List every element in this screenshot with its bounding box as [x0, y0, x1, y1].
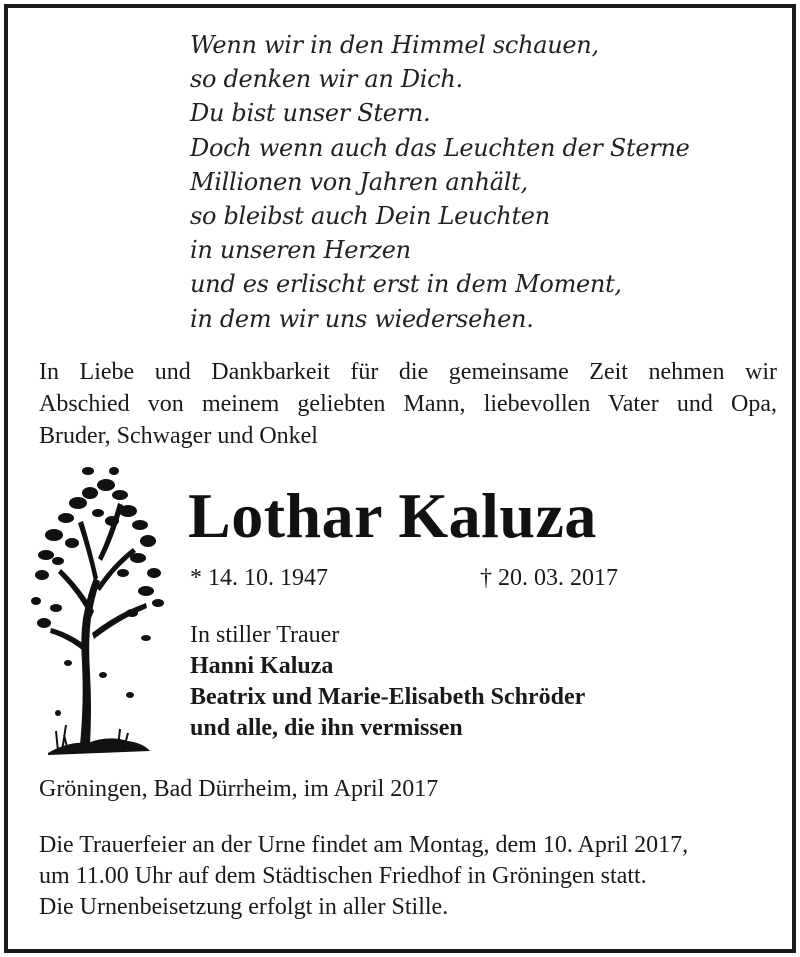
intro-line: Bruder, Schwager und Onkel	[39, 423, 318, 449]
funeral-info	[39, 830, 688, 923]
intro-line: Abschied von meinem geliebten Mann, liebevollen Vater und Opa,	[39, 391, 777, 417]
memorial-poem	[190, 28, 690, 336]
poem-line: und es erlischt erst in dem Moment,	[190, 270, 622, 299]
poem-line: Du bist unser Stern.	[190, 99, 431, 128]
birth-date: * 14. 10. 1947	[190, 565, 328, 591]
intro-line: In Liebe und Dankbarkeit für die gemeinsame Zeit nehmen wir	[39, 359, 777, 385]
poem-line: Wenn wir in den Himmel schauen,	[190, 31, 599, 59]
mourners-block	[190, 620, 585, 744]
poem-line: in unseren Herzen	[190, 236, 411, 265]
poem-line: Doch wenn auch das Leuchten der Sterne	[190, 133, 690, 162]
funeral-line: Die Urnenbeisetzung erfolgt in aller Stille.	[39, 894, 449, 920]
mourner-name: und alle, die ihn vermissen	[190, 715, 463, 741]
death-date: † 20. 03. 2017	[480, 565, 618, 591]
poem-line: in dem wir uns wiedersehen.	[190, 304, 534, 333]
mourner-name: Hanni Kaluza	[190, 653, 334, 679]
funeral-line: Die Trauerfeier an der Urne findet am Montag, dem 10. April 2017,	[39, 832, 689, 858]
funeral-line: um 11.00 Uhr auf dem Städtischen Friedhof in Gröningen statt.	[39, 863, 647, 889]
poem-line: so denken wir an Dich.	[190, 65, 463, 94]
mourning-heading: In stiller Trauer	[190, 622, 340, 648]
mourner-name: Beatrix und Marie-Elisabeth Schröder	[190, 684, 586, 710]
poem-line: Millionen von Jahren anhält,	[190, 167, 528, 196]
intro-text	[39, 356, 777, 452]
place-date: Gröningen, Bad Dürrheim, im April 2017	[39, 776, 439, 802]
poem-line: so bleibst auch Dein Leuchten	[190, 201, 550, 230]
deceased-name: Lothar Kaluza	[188, 480, 597, 551]
obituary-notice	[4, 4, 796, 953]
tree-silhouette-icon	[28, 463, 173, 763]
